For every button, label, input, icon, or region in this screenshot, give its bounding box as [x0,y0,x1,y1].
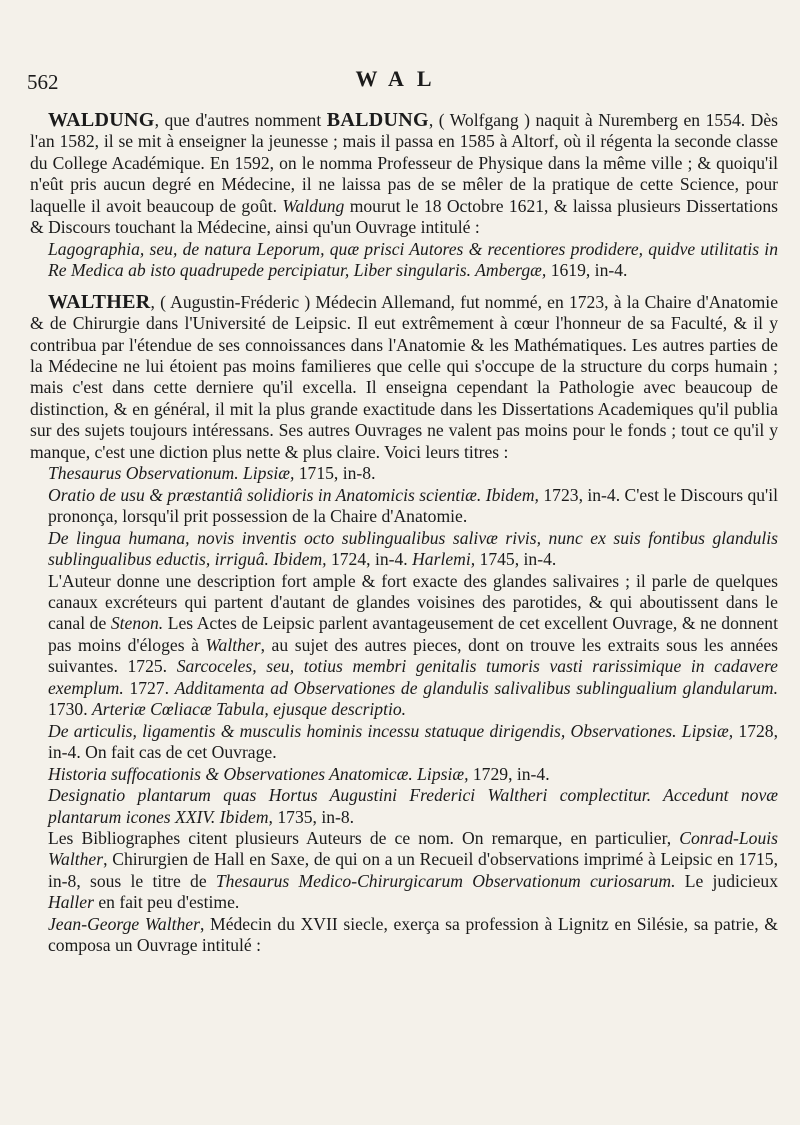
work-de-articulis: De articulis, ligamentis & musculis hominis incessu statuque dirigendis, Observationes. Lipsiæ, 1728, in-4. On fait cas de cet Ouvrage. [48,720,779,763]
entry-waldung: WALDUNG, que d'autres nomment BALDUNG, ( Wolfgang ) naquit à Nuremberg en 1554. Dès l'an 1582, il se mit à enseigner la jeunesse ; mais il passa en 1585 à Altorf, où il régenta la seconde classe du College Académique. En 1592, on le nomma Professeur de Physique dans la même ville ; & quoiqu'il n'eût pris aucun degré en Médecine, il ne laissa pas de se mêler de la pratique de cette Science, pour laquelle il avoit beaucoup de goût. Waldung mourut le 18 Octobre 1621, & laissa plusieurs Dissertations & Discours touchant la Médecine, ainsi qu'un Ouvrage intitulé : [30,109,778,238]
work-de-lingua: De lingua humana, novis inventis octo sublingualibus salivæ rivis, nunc ex suis fontibus glandulis sublingualibus eductis, irriguâ. Ibidem, 1724, in-4. Harlemi, 1745, in-4. [48,527,778,570]
page-body [30,110,778,957]
jean-george-paragraph: Jean-George Walther, Médecin du XVII siecle, exerça sa profession à Lignitz en Silésie, sa patrie, & composa un Ouvrage intitulé : [48,913,778,956]
running-head: WAL [355,66,445,91]
commentary-paragraph: L'Auteur donne une description fort ample & fort exacte des glandes salivaires ; il parle de quelques canaux excréteurs qui partent d'autant de glandes voisines des parotides, & qui aboutissent dans le canal de Stenon. Les Actes de Leipsic parlent avantageusement de cet excellent Ouvrage, & ne donnent pas moins d'éloges à Walther, au sujet des autres pieces, dont on trouve les extraits sous les années suivantes. 1725. Sarcoceles, seu, totius membri genitalis tumoris vasti rarissimique in cadavere exemplum. 1727. Additamenta ad Observationes de glandulis salivalibus sublingualium glandularum. 1730. Arteriæ Cœliacæ Tabula, ejusque descriptio. [48,570,778,720]
headword-waldung: WALDUNG [48,109,155,131]
entry-walther: WALTHER, ( Augustin-Fréderic ) Médecin Allemand, fut nommé, en 1723, à la Chaire d'Anatomie & de Chirurgie dans l'Université de Leipsic. Il eut extrêmement à cœur l'honneur de sa Faculté, & il y contribua par l'étendue de ses connoissances dans l'Anatomie & les Mathématiques. Les autres parties de la Médecine ne lui étoient pas moins familieres que celle qui s'occupe de la structure du corps humain ; mais c'est dans cette derniere qu'il excella. Il enseigna cependant la Pathologie avec beaucoup de distinction, & en général, il mit la plus grande exactitude dans les Dissertations Academiques qu'il publia sur des sujets toujours intéressans. Ses autres Ouvrages ne valent pas moins pour le fonds ; tout ce qu'il y manque, c'est une diction plus nette & plus claire. Voici leurs titres : [30,290,778,462]
work-thesaurus: Thesaurus Observationum. Lipsiæ, 1715, in-8. [48,463,376,484]
page-number: 562 [27,70,59,94]
headword-walther: WALTHER [48,290,151,313]
work-oratio: Oratio de usu & præstantiâ solidioris in Anatomicis scientiæ. Ibidem, 1723, in-4. C'est le Discours qu'il prononça, lorsqu'il prit possession de la Chaire d'Anatomie. [48,484,778,527]
work-designatio: Designatio plantarum quas Hortus Augustini Frederici Waltheri complectitur. Accedunt novæ plantarum icones XXIV. Ibidem, 1735, in-8. [48,785,778,827]
alt-name-baldung: BALDUNG [326,109,429,131]
work-historia: Historia suffocationis & Observationes Anatomicæ. Lipsiæ, 1729, in-4. [48,763,550,784]
work-lagographia: Lagographia, seu, de natura Leporum, quæ prisci Autores & recentiores prodidere, quidve utilitatis in Re Medica ab isto quadrupede percipiatur, Liber singularis. Ambergæ, 1619, in-4. [48,238,778,281]
bibliographers-paragraph: Les Bibliographes citent plusieurs Auteurs de ce nom. On remarque, en particulier, Conrad-Louis Walther, Chirurgien de Hall en Saxe, de qui on a un Recueil d'observations imprimé à Leipsic en 1715, in-8, sous le titre de Thesaurus Medico-Chirurgicarum Observationum curiosarum. Le judicieux Haller en fait peu d'estime. [48,827,779,913]
